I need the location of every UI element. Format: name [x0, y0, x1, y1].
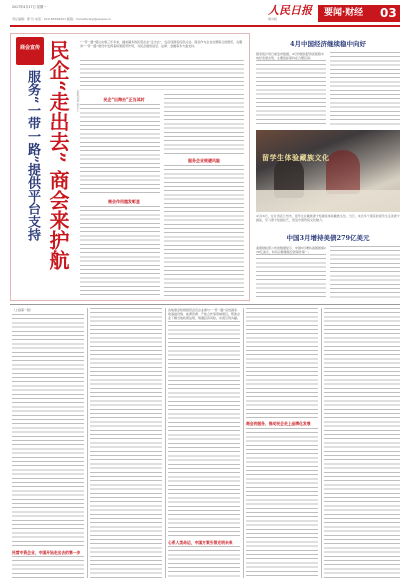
- feature-byline: 本报记者 孙天仁: [76, 90, 80, 112]
- col-divider-4: [321, 308, 322, 578]
- photo: [256, 130, 400, 212]
- header-editor-line: 责任编辑：郭 玲 电话：010-65369201 邮箱：homeforsky@people.cn: [12, 17, 112, 21]
- feature-headline: 民企“走出去” 商会来护航: [46, 40, 70, 270]
- photo-overlay-text: 留学生体验藏族文化: [262, 154, 330, 162]
- bottom-col-4b: [246, 428, 318, 578]
- right-col-1: [256, 60, 326, 126]
- bottom-col-3: [168, 321, 240, 536]
- feature-subhead-1: 民企“出海去”正当其时: [103, 97, 145, 102]
- feature-lead-filler: [80, 60, 244, 90]
- bottom-col-2: [90, 308, 162, 578]
- feature-side-title: 服务“一带一路”提供平台支持: [25, 70, 40, 241]
- right-text-1: 国家统计局日前发布数据，4月份国民经济延续稳中向好发展态势，主要指标保持在合理区间。: [256, 52, 324, 60]
- right-text-2: 美国财政部公布的数据显示，中国3月增持美国国债279亿美元，持有总额继续位居海外第一。: [256, 246, 326, 254]
- bottom-col-1b: [12, 556, 84, 578]
- feature-badge-text: 商会宣传: [19, 45, 40, 51]
- feature-col-2-text: [164, 94, 244, 154]
- header-date-line: 2017年4月17日 星期一: [12, 5, 47, 9]
- col-divider-2: [165, 308, 166, 578]
- bottom-col-1: [12, 314, 84, 546]
- col-divider-1: [87, 308, 88, 578]
- right-headline-1: 4月中国经济继续稳中向好: [289, 40, 367, 48]
- bottom-col-4: [246, 308, 318, 418]
- bottom-subhead-1: 民营中资企业，中国开始走出去的第一步: [12, 550, 81, 555]
- newspaper-logo: 人民日报: [268, 4, 312, 17]
- logo-sub: 海外版: [268, 17, 278, 21]
- feature-subhead-2: 商会作用越发彰显: [108, 199, 140, 204]
- feature-col-1-text: [80, 104, 160, 196]
- photo-table: [256, 190, 400, 212]
- bottom-subhead-3: 心系人类命运，中国方案引领光明未来: [168, 540, 233, 545]
- section-label: 要闻·财经: [324, 8, 364, 18]
- feature-badge: [16, 37, 44, 65]
- bottom-subhead-2: 商会的服务，推动民企走上品牌化发展: [246, 421, 311, 426]
- bottom-text: 各地商会积极组织会员企业参与“一带一路”沿线国家的基础设施、能源资源、产能合作等领域项目，帮助企业了解当地政策法规，规避投资风险，实现互利共赢。: [168, 308, 240, 321]
- right-col-4: [330, 246, 400, 300]
- mid-rule: [10, 304, 400, 305]
- feature-lead-text: “一带一路”倡议实施三年多来，越来越多的民营企业“走出去”，在沿线国家投资兴业。商会作为企业自愿联合的组织，在服务“一带一路”建设中发挥着桥梁纽带作用，为民企提供信息、法律、金融等多方面支持。: [80, 40, 243, 49]
- right-headline-2: 中国3月增持美债279亿美元: [286, 234, 370, 242]
- bottom-col-3b: [168, 546, 240, 578]
- feature-col-2b-text: [164, 165, 244, 296]
- bottom-intro: （上接第一版）: [12, 308, 34, 312]
- col-divider-3: [243, 308, 244, 578]
- photo-caption: 4月16日，在甘肃省兰州市，留学生在藏族唐卡绘画班体验藏族文化。当日，来自多个国家的留学生走进唐卡画室，学习唐卡绘画技艺，感受中国传统文化魅力。: [256, 214, 400, 223]
- bottom-col-5: [324, 308, 400, 578]
- feature-subhead-3: 服务企业规避风险: [188, 158, 220, 163]
- right-col-2: [330, 52, 400, 126]
- right-col-3: [256, 254, 326, 300]
- page-number: 03: [380, 6, 397, 20]
- header-rule: [10, 25, 400, 27]
- feature-col-1b-text: [80, 206, 160, 296]
